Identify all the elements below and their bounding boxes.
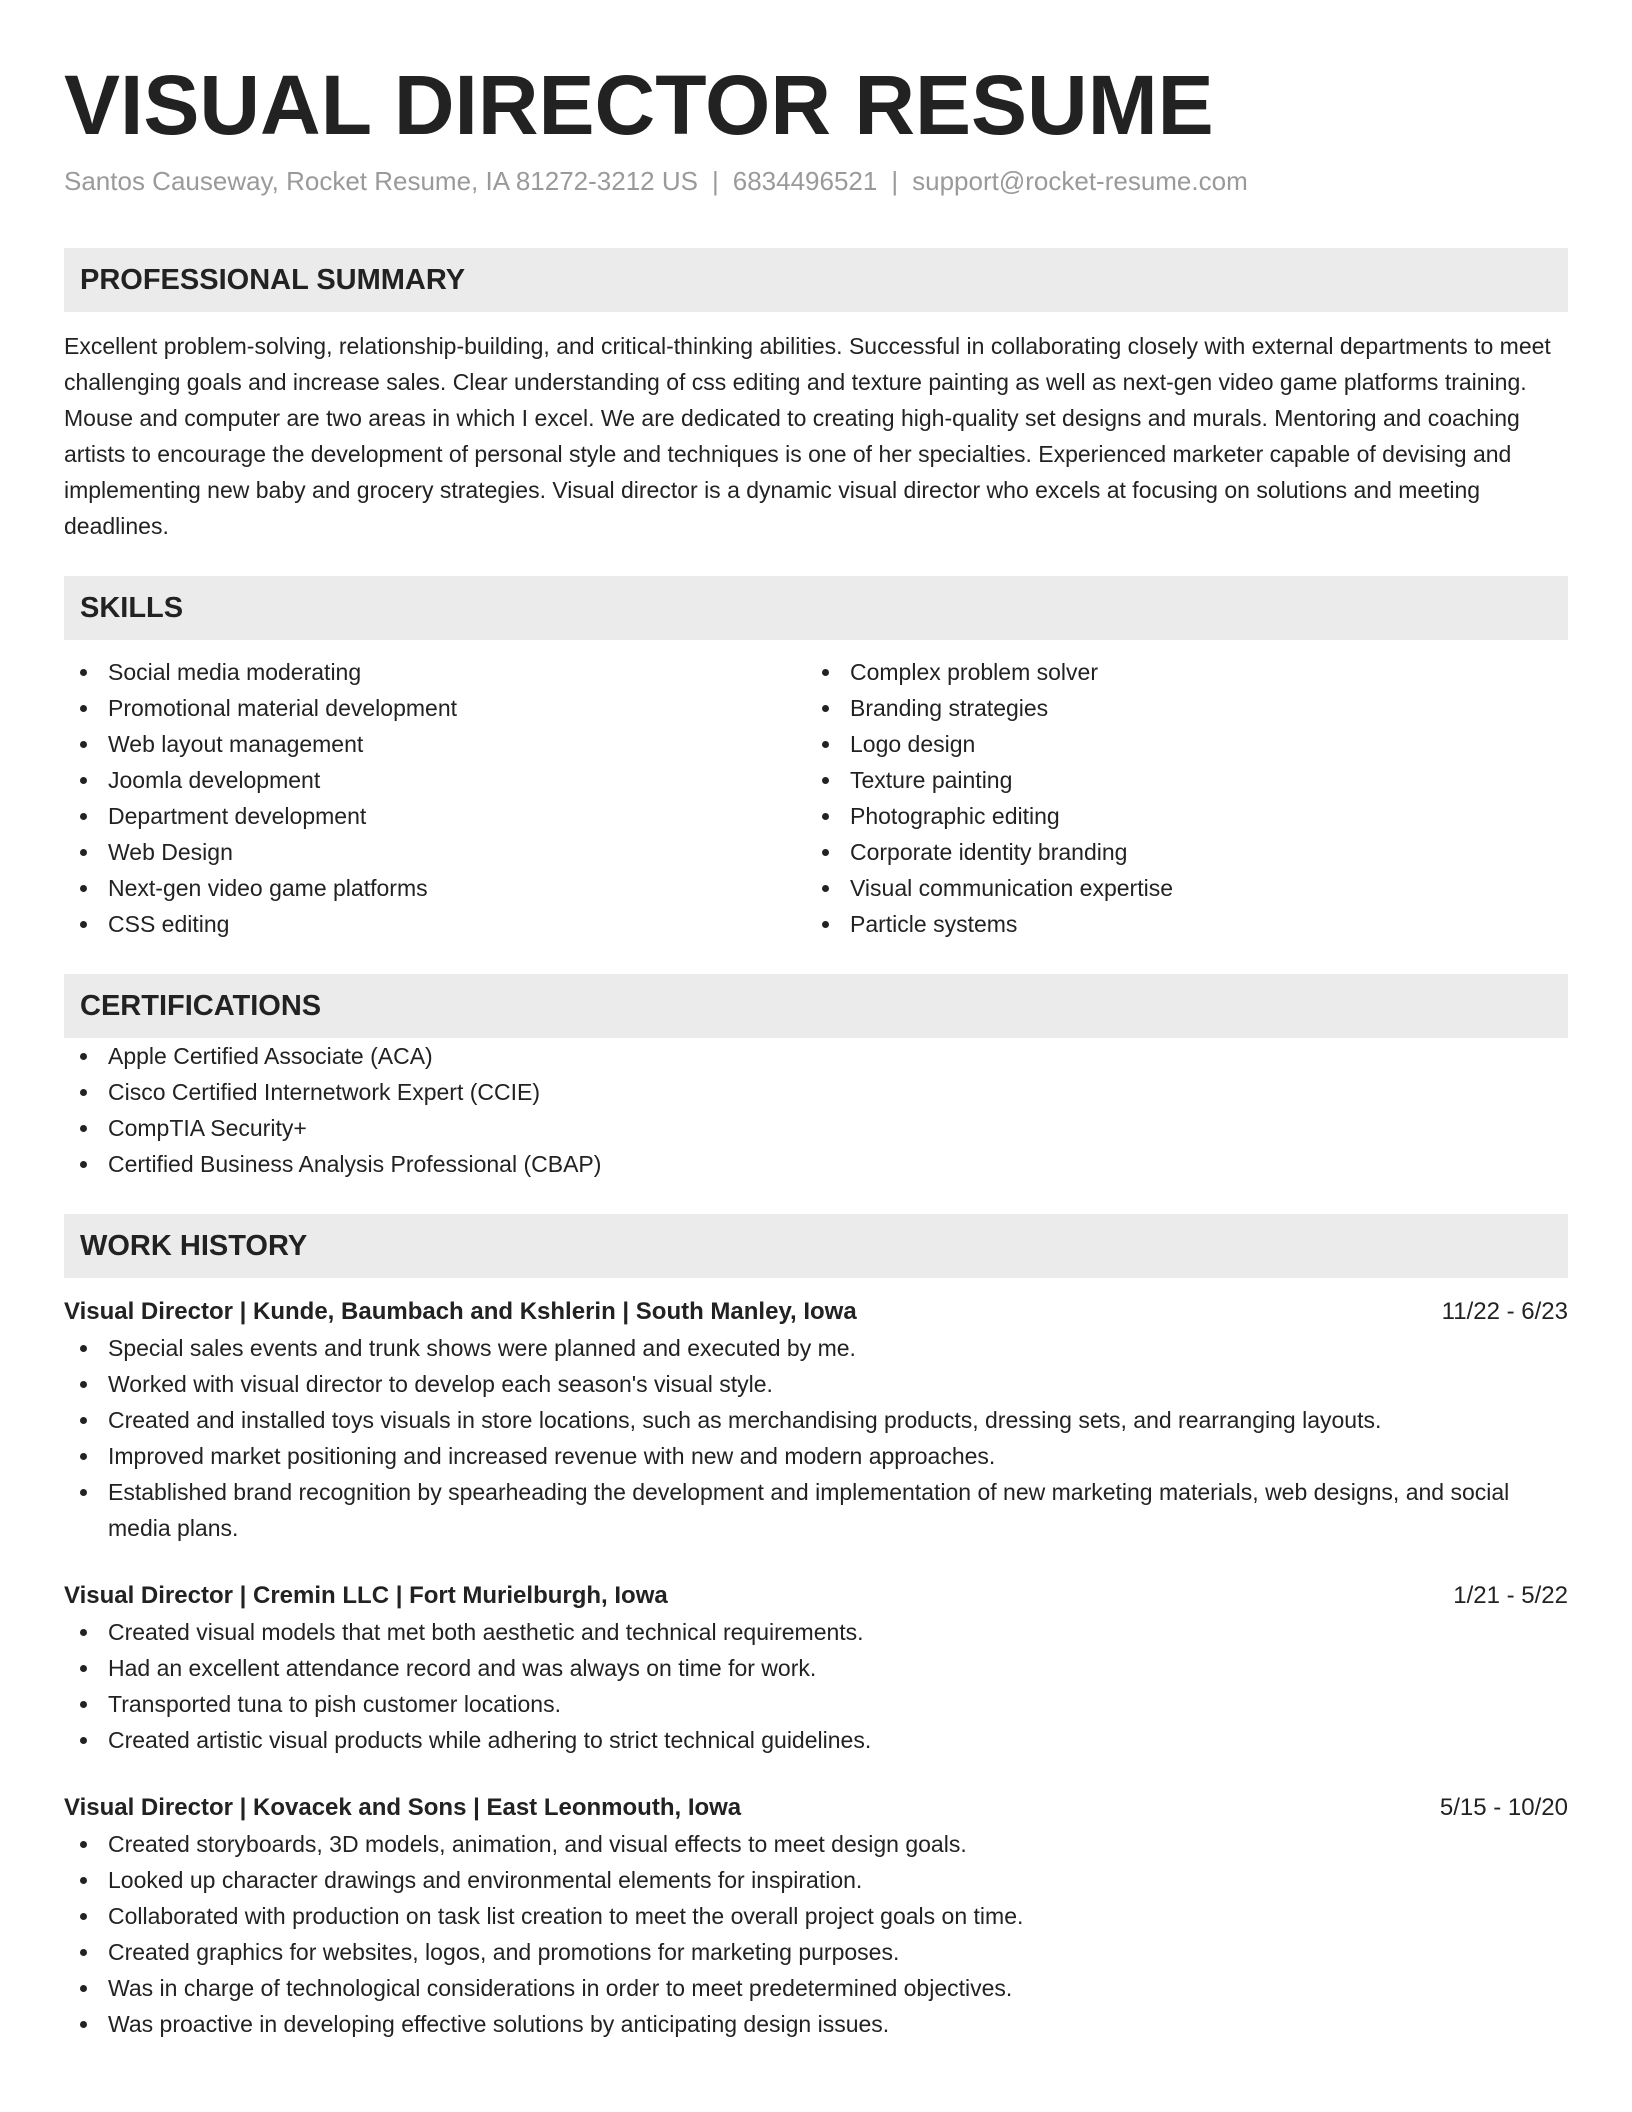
- skill-item: Promotional material development: [64, 690, 806, 726]
- certification-item: Apple Certified Associate (ACA): [64, 1038, 1568, 1074]
- job-bullet: Special sales events and trunk shows were planned and executed by me.: [64, 1330, 1568, 1366]
- skill-item: Texture painting: [806, 762, 1548, 798]
- job-dates: 5/15 - 10/20: [1439, 1794, 1568, 1821]
- job-dates: 1/21 - 5/22: [1453, 1582, 1568, 1609]
- skill-item: Branding strategies: [806, 690, 1548, 726]
- job-header: [64, 1790, 1568, 1826]
- job-title: Visual Director | Kunde, Baumbach and Kshlerin | South Manley, Iowa: [64, 1298, 857, 1325]
- job-bullet: Was in charge of technological considerations in order to meet predetermined objectives.: [64, 1970, 1568, 2006]
- skill-item: Joomla development: [64, 762, 806, 798]
- job-bullet: Looked up character drawings and environmental elements for inspiration.: [64, 1862, 1568, 1898]
- certifications-heading: CERTIFICATIONS: [64, 974, 1568, 1038]
- job-bullet: Transported tuna to pish customer locations.: [64, 1686, 1568, 1722]
- skill-item: Web Design: [64, 834, 806, 870]
- contact-email: support@rocket-resume.com: [912, 166, 1248, 196]
- job-title: Visual Director | Cremin LLC | Fort Murielburgh, Iowa: [64, 1582, 668, 1609]
- certification-item: Cisco Certified Internetwork Expert (CCIE): [64, 1074, 1568, 1110]
- job-bullet: Improved market positioning and increased revenue with new and modern approaches.: [64, 1438, 1568, 1474]
- skill-item: Corporate identity branding: [806, 834, 1548, 870]
- contact-address: Santos Causeway, Rocket Resume, IA 81272-3212 US: [64, 166, 698, 196]
- job-bullet: Created storyboards, 3D models, animation, and visual effects to meet design goals.: [64, 1826, 1568, 1862]
- job-bullet: Created visual models that met both aesthetic and technical requirements.: [64, 1614, 1568, 1650]
- skill-item: Department development: [64, 798, 806, 834]
- skill-item: Social media moderating: [64, 654, 806, 690]
- job-bullets: [64, 1330, 1568, 1546]
- work-history-section: [64, 1214, 1568, 2042]
- skill-item: Photographic editing: [806, 798, 1548, 834]
- skill-item: Visual communication expertise: [806, 870, 1548, 906]
- job-bullets: [64, 1826, 1568, 2042]
- contact-separator: |: [891, 166, 899, 196]
- skill-item: Complex problem solver: [806, 654, 1548, 690]
- resume-page: [64, 0, 1568, 2042]
- job-entry: [64, 1578, 1568, 1758]
- skill-item: Particle systems: [806, 906, 1548, 942]
- job-entry: [64, 1790, 1568, 2042]
- skills-list-left: [64, 654, 806, 942]
- skill-item: Logo design: [806, 726, 1548, 762]
- job-bullets: [64, 1614, 1568, 1758]
- skill-item: Web layout management: [64, 726, 806, 762]
- job-bullet: Collaborated with production on task list creation to meet the overall project goals on time.: [64, 1898, 1568, 1934]
- job-title: Visual Director | Kovacek and Sons | East Leonmouth, Iowa: [64, 1794, 742, 1821]
- certifications-list: [64, 1038, 1568, 1182]
- work-history-heading: WORK HISTORY: [64, 1214, 1568, 1278]
- job-bullet: Established brand recognition by spearheading the development and implementation of new marketing materials, web designs, and social media plans.: [64, 1474, 1568, 1546]
- job-header: [64, 1294, 1568, 1330]
- summary-text: Excellent problem-solving, relationship-building, and critical-thinking abilities. Successful in collaborating closely with external departments to meet challenging goals and increase sales. Clear understanding of css editing and texture painting as well as next-gen video game platforms training. Mouse and computer are two areas in which I excel. We are dedicated to creating high-quality set designs and murals. Mentoring and coaching artists to encourage the development of personal style and techniques is one of her specialties. Experienced marketer capable of devising and implementing new baby and grocery strategies. Visual director is a dynamic visual director who excels at focusing on solutions and meeting deadlines.: [64, 333, 1551, 539]
- contact-phone: 6834496521: [732, 166, 878, 196]
- skill-item: Next-gen video game platforms: [64, 870, 806, 906]
- contact-separator: |: [711, 166, 719, 196]
- certifications-section: [64, 974, 1568, 1182]
- job-bullet: Had an excellent attendance record and was always on time for work.: [64, 1650, 1568, 1686]
- skills-columns: [64, 654, 1568, 942]
- job-entry: [64, 1294, 1568, 1546]
- skills-list-right: [806, 654, 1548, 942]
- skill-item: CSS editing: [64, 906, 806, 942]
- job-bullet: Worked with visual director to develop each season's visual style.: [64, 1366, 1568, 1402]
- summary-section: [64, 248, 1568, 544]
- contact-line: [64, 164, 1568, 198]
- job-bullet: Created and installed toys visuals in store locations, such as merchandising products, dressing sets, and rearranging layouts.: [64, 1402, 1568, 1438]
- job-bullet: Created artistic visual products while adhering to strict technical guidelines.: [64, 1722, 1568, 1758]
- skills-section: [64, 576, 1568, 942]
- certification-item: CompTIA Security+: [64, 1110, 1568, 1146]
- certification-item: Certified Business Analysis Professional (CBAP): [64, 1146, 1568, 1182]
- job-header: [64, 1578, 1568, 1614]
- summary-heading: PROFESSIONAL SUMMARY: [64, 248, 1568, 312]
- job-bullet: Was proactive in developing effective solutions by anticipating design issues.: [64, 2006, 1568, 2042]
- job-bullet: Created graphics for websites, logos, and promotions for marketing purposes.: [64, 1934, 1568, 1970]
- skills-heading: SKILLS: [64, 576, 1568, 640]
- resume-title: VISUAL DIRECTOR RESUME: [64, 58, 1214, 152]
- job-dates: 11/22 - 6/23: [1441, 1298, 1568, 1325]
